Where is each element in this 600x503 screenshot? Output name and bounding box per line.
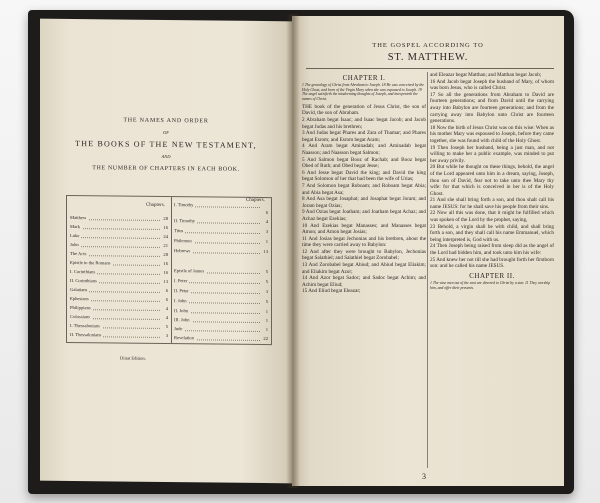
chapters-header-right: Chapters. (245, 197, 265, 204)
book-name: Jude (174, 326, 183, 332)
verse: 23 Behold, a virgin shall be with child, and shall bring forth a son, and they shall call his name Emmanuel, which being interpreted is, God with us. (430, 223, 554, 243)
book-name: Luke (70, 232, 80, 239)
book-chapters: 1 (265, 318, 268, 324)
book-chapters: 6 (165, 296, 168, 303)
verse: 18 Now the birth of Jesus Christ was on this wise: When as his mother Mary was espoused to Joseph, before they came together, she was found with child of the Holy Ghost. (430, 124, 554, 144)
book-name: I. John (174, 298, 187, 304)
book-row (174, 208, 268, 216)
book-chapters: 24 (163, 233, 168, 240)
header-rule (306, 68, 554, 69)
book-row (70, 304, 168, 312)
book-name: I. Timothy (174, 202, 194, 208)
book-gutter (286, 14, 300, 488)
book-name: II. Timothy (174, 218, 195, 224)
book-chapters: 28 (163, 215, 168, 222)
book-chapters: 22 (263, 336, 268, 342)
book-row (174, 247, 268, 255)
book-chapters: 6 (265, 210, 268, 216)
verse: THE book of the generation of Jesus Christ, the son of David, the son of Abraham. (302, 103, 426, 117)
verse: 13 And Zorobabel begat Abiud; and Abiud begat Eliakim; and Eliakim begat Azor; (302, 262, 426, 275)
books-column-right (171, 197, 271, 344)
verse: 3 And Judas begat Phares and Zara of Thamar; and Phares begat Esrom; and Esrom begat Aram; (302, 130, 426, 143)
left-page (40, 19, 292, 484)
book-chapters: 5 (165, 323, 168, 330)
page-number: 3 (422, 472, 426, 481)
verse: 16 And Jacob begat Joseph the husband of Mary, of whom was born Jesus, who is called Christ. (430, 78, 554, 92)
verse: and Eleazar begat Matthan; and Matthan begat Jacob; (430, 72, 542, 78)
book-row (174, 325, 268, 333)
verse: 5 And Salmon begat Booz of Rachab; and Booz begat Obed of Ruth; and Obed begat Jesse; (302, 156, 426, 170)
verse: 22 Now all this was done, that it might be fulfilled which was spoken of the Lord by the prophet, saying, (430, 210, 554, 224)
column-divider (427, 72, 428, 468)
book-name: Epistle to the Romans (70, 259, 111, 266)
book-name: Hebrews (174, 248, 191, 254)
verse: 10 And Ezekias begat Manasses; and Manasses begat Amon; and Amon begat Josias; (302, 222, 426, 236)
verse: 19 Then Joseph her husband, being a just man, and not willing to make her a public example, was minded to put her away privily. (430, 144, 554, 164)
book-name: Revelation (174, 335, 194, 341)
running-head: THE GOSPEL ACCORDING TO (372, 42, 484, 49)
book-chapters: 16 (163, 269, 168, 276)
book-name: III. John (174, 317, 190, 323)
book-chapters: 3 (265, 289, 268, 295)
verse: 4 And Aram begat Aminadab; and Aminadab begat Naasson; and Naasson begat Salmon; (302, 143, 426, 156)
book-chapters: 13 (163, 278, 168, 285)
book-row (174, 334, 268, 342)
verse: 6 And Jesse begat David the king; and David the king begat Solomon of her that had been the wife of Urias; (302, 169, 426, 183)
book-chapters: 1 (265, 239, 268, 245)
book-row (174, 267, 268, 275)
verse: 21 And she shall bring forth a son, and thou shalt call his name JESUS: for he shall save his people from their sins. (430, 197, 554, 210)
verse: 15 And Eliud begat Eleazar; (302, 288, 361, 295)
book-row (174, 316, 268, 324)
book-name: Colossians (70, 313, 90, 320)
book-chapters: 4 (165, 314, 168, 321)
book-chapters: 13 (263, 249, 268, 255)
book-title: ST. MATTHEW. (387, 52, 469, 63)
book-chapters: 4 (165, 305, 168, 312)
book-name: Philippians (70, 304, 91, 311)
book-chapters: 1 (265, 327, 268, 333)
book-name: I. Corinthians (70, 268, 96, 275)
edition-label: Diitat Edition. (120, 355, 146, 361)
toc-title-line-5: THE NUMBER OF CHAPTERS IN EACH BOOK. (92, 165, 240, 173)
verse: 9 And Ozias begat Joatham; and Joatham begat Achaz; and Achaz begat Ezekias; (302, 209, 426, 222)
book-name: II. John (174, 308, 189, 314)
book-row (70, 223, 168, 231)
book-name: The Acts (70, 250, 87, 257)
book-row (174, 297, 268, 305)
book-row (174, 237, 268, 245)
book-chapters: 3 (265, 229, 268, 235)
verse: 25 And knew her not till she had brought forth her firstborn son: and he called his name JESUS. (430, 256, 554, 270)
book-chapters: 16 (163, 224, 168, 231)
book-row (70, 214, 168, 222)
book-row (70, 331, 168, 339)
verse: 24 Then Joseph being raised from sleep did as the angel of the Lord had bidden him, and took unto him his wife: (430, 243, 554, 257)
book-row (70, 241, 168, 249)
book-name: Philemon (174, 238, 192, 244)
book-row (70, 295, 168, 303)
toc-title-line-1: THE NAMES AND ORDER (123, 117, 209, 125)
verse: 7 And Solomon begat Roboam; and Roboam begat Abia; and Abia begat Asa; (302, 182, 426, 196)
book-chapters: 5 (265, 279, 268, 285)
book-row (174, 287, 268, 295)
book-name: John (70, 241, 79, 248)
book-chapters: 1 (265, 309, 268, 315)
book-name: Epistle of James (174, 268, 205, 274)
book-chapters: 4 (265, 219, 268, 225)
book-chapters: 21 (163, 242, 168, 249)
text-column-right (430, 72, 554, 472)
verse: 17 So all the generations from Abraham to David are fourteen generations; and from David until the carrying away into Babylon are fourteen generations; and from the carrying away into Babylon unto Christ are fourteen generations. (430, 91, 554, 125)
book-chapters: 3 (165, 332, 168, 339)
verse: 20 But while he thought on these things, behold, the angel of the Lord appeared unto him in a dream, saying, Joseph, thou son of David, fear not to take unto thee Mary thy wife: for that which is conceived in her is of the Holy Ghost. (430, 164, 554, 197)
toc-title-line-4: AND (161, 153, 171, 160)
verse: 8 And Asa begat Josaphat; and Josaphat begat Joram; and Joram begat Ozias; (302, 196, 426, 209)
book-row (70, 232, 168, 240)
book-name: Titus (174, 228, 184, 234)
book-name: Ephesians (70, 295, 89, 302)
book-name: I. Thessalonians (70, 322, 100, 329)
book-name: Matthew (70, 214, 87, 221)
text-column-left (302, 72, 426, 472)
book-row (70, 286, 168, 294)
book-row (174, 277, 268, 285)
book-chapters: 5 (265, 269, 268, 275)
book-row (174, 217, 268, 225)
verse: 14 And Azor begat Sadoc; and Sadoc begat Achim; and Achim begat Eliud; (302, 275, 426, 288)
book-row (70, 277, 168, 285)
book-row (70, 268, 168, 276)
verse: 11 And Josias begat Jechonias and his brethren, about the time they were carried away to Babylon: (302, 235, 426, 249)
book-row (70, 250, 168, 258)
right-page (292, 16, 564, 486)
book-row (174, 307, 268, 315)
verse: 12 And after they were brought to Babylon, Jechonias begat Salathiel; and Salathiel begat Zorobabel; (302, 248, 426, 262)
book-row (174, 227, 268, 235)
chapter-summary: 1 The wise men out of the east are directed to Christ by a star. 11 They worship him, and offer their presents. (430, 280, 551, 290)
chapter-summary: 1 The genealogy of Christ from Abraham to Joseph. 18 He was conceived by the Holy Ghost, and born of the Virgin Mary when she was espoused to Joseph. 19 The angel satisfieth the misdeeming thoughts of Joseph, and interpreteth the names of Christ. (302, 83, 425, 102)
toc-title-line-2: OF (163, 129, 169, 136)
toc-title-line-3: THE BOOKS OF THE NEW TESTAMENT, (75, 139, 257, 150)
books-table (66, 195, 272, 345)
book-row (70, 313, 168, 321)
book-name: I. Peter (174, 278, 188, 284)
verse: 2 Abraham begat Isaac; and Isaac begat Jacob; and Jacob begat Judas and his brethren; (302, 117, 426, 130)
book-chapters: 6 (165, 287, 168, 294)
book-row (70, 322, 168, 330)
book-name: II. Thessalonians (70, 331, 102, 338)
book-chapters: 16 (163, 260, 168, 267)
book-name: Galatians (70, 286, 88, 293)
chapter-heading: CHAPTER II. (469, 271, 515, 280)
book-row (70, 259, 168, 267)
chapters-header-left: Chapters. (145, 202, 165, 208)
book-name: II. Peter (174, 288, 189, 294)
books-column-left (67, 196, 172, 343)
book-chapters: 5 (265, 299, 268, 305)
book-name: Mark (70, 223, 80, 230)
book-chapters: 28 (163, 251, 168, 258)
chapter-heading: CHAPTER I. (342, 74, 386, 82)
book-name: II. Corinthians (70, 277, 97, 284)
